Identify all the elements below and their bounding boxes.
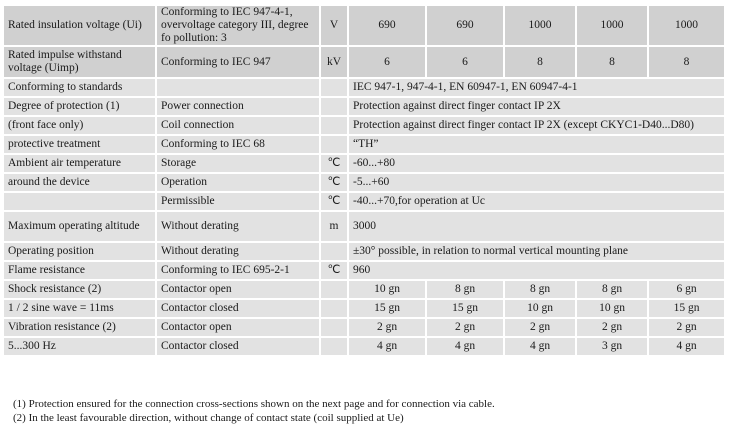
row-unit: ℃	[320, 192, 348, 211]
row-value: 10 gn	[504, 299, 576, 318]
row-value: 4 gn	[348, 337, 426, 356]
row-label: 5...300 Hz	[4, 337, 156, 356]
row-value: 8	[576, 46, 648, 78]
row-unit	[320, 318, 348, 337]
row-value: 4 gn	[648, 337, 724, 356]
row-value-spanning: 960	[348, 261, 724, 280]
row-value: 4 gn	[426, 337, 504, 356]
row-unit	[320, 242, 348, 261]
row-label: Operating position	[4, 242, 156, 261]
row-label: Maximum operating altitude	[4, 211, 156, 242]
row-value-spanning: IEC 947-1, 947-4-1, EN 60947-1, EN 60947-4-1	[348, 78, 724, 97]
row-unit	[320, 337, 348, 356]
row-condition: Without derating	[156, 211, 320, 242]
row-condition: Coil connection	[156, 116, 320, 135]
row-unit	[320, 280, 348, 299]
row-condition: Conforming to IEC 947	[156, 46, 320, 78]
row-condition: Conforming to IEC 695-2-1	[156, 261, 320, 280]
row-value: 2 gn	[504, 318, 576, 337]
row-unit	[320, 299, 348, 318]
row-value: 15 gn	[648, 299, 724, 318]
row-value: 1000	[576, 6, 648, 46]
row-value: 690	[426, 6, 504, 46]
row-value: 2 gn	[576, 318, 648, 337]
row-value: 8 gn	[576, 280, 648, 299]
row-unit	[320, 78, 348, 97]
row-label	[4, 192, 156, 211]
table-row	[4, 154, 724, 173]
row-label: Shock resistance (2)	[4, 280, 156, 299]
row-value: 690	[348, 6, 426, 46]
row-label: 1 / 2 sine wave = 11ms	[4, 299, 156, 318]
footnote-1: (1) Protection ensured for the connection cross-sections shown on the next page and for connection via cable.	[13, 398, 495, 410]
row-value: 10 gn	[576, 299, 648, 318]
row-value-spanning: ±30° possible, in relation to normal vertical mounting plane	[348, 242, 724, 261]
row-condition: Permissible	[156, 192, 320, 211]
row-value-spanning: Protection against direct finger contact IP 2X (except CKYC1-D40...D80)	[348, 116, 724, 135]
row-value: 8 gn	[426, 280, 504, 299]
row-value-spanning: -60...+80	[348, 154, 724, 173]
table-row	[4, 242, 724, 261]
row-condition: Without derating	[156, 242, 320, 261]
row-unit	[320, 97, 348, 116]
table-row	[4, 46, 724, 78]
row-label: Degree of protection (1)	[4, 97, 156, 116]
table-row	[4, 135, 724, 154]
row-value: 2 gn	[348, 318, 426, 337]
row-value: 15 gn	[348, 299, 426, 318]
table-row	[4, 173, 724, 192]
row-value-spanning: -5...+60	[348, 173, 724, 192]
table-row	[4, 261, 724, 280]
row-condition: Operation	[156, 173, 320, 192]
table-row	[4, 78, 724, 97]
row-condition: Contactor closed	[156, 299, 320, 318]
footnotes	[13, 398, 495, 425]
table-row	[4, 97, 724, 116]
footnote-2: (2) In the least favourable direction, without change of contact state (coil supplied at Ue)	[13, 411, 404, 424]
table-row	[4, 6, 724, 46]
row-unit: m	[320, 211, 348, 242]
row-label: Vibration resistance (2)	[4, 318, 156, 337]
row-label: Flame resistance	[4, 261, 156, 280]
row-unit	[320, 135, 348, 154]
table-row	[4, 211, 724, 242]
row-condition: Contactor open	[156, 280, 320, 299]
row-value: 1000	[504, 6, 576, 46]
row-value: 10 gn	[348, 280, 426, 299]
row-value: 8	[648, 46, 724, 78]
row-condition: Power connection	[156, 97, 320, 116]
row-value: 2 gn	[648, 318, 724, 337]
row-value: 1000	[648, 6, 724, 46]
row-value: 4 gn	[504, 337, 576, 356]
row-label: Conforming to standards	[4, 78, 156, 97]
row-value: 6	[426, 46, 504, 78]
row-label: (front face only)	[4, 116, 156, 135]
row-value: 8	[504, 46, 576, 78]
row-unit	[320, 116, 348, 135]
row-unit: ℃	[320, 173, 348, 192]
row-value: 8 gn	[504, 280, 576, 299]
row-unit: ℃	[320, 154, 348, 173]
row-value: 15 gn	[426, 299, 504, 318]
row-unit: V	[320, 6, 348, 46]
row-unit: ℃	[320, 261, 348, 280]
table-row	[4, 337, 724, 356]
row-value-spanning: Protection against direct finger contact IP 2X	[348, 97, 724, 116]
row-condition	[156, 78, 320, 97]
row-condition: Storage	[156, 154, 320, 173]
row-label: Ambient air temperature	[4, 154, 156, 173]
row-label: around the device	[4, 173, 156, 192]
row-value: 3 gn	[576, 337, 648, 356]
row-condition: Contactor closed	[156, 337, 320, 356]
row-value-spanning: -40...+70,for operation at Uc	[348, 192, 724, 211]
row-label: protective treatment	[4, 135, 156, 154]
table-row	[4, 318, 724, 337]
table-row	[4, 192, 724, 211]
row-condition: Conforming to IEC 68	[156, 135, 320, 154]
row-unit: kV	[320, 46, 348, 78]
specifications-table	[4, 6, 724, 357]
row-value: 2 gn	[426, 318, 504, 337]
table-row	[4, 299, 724, 318]
row-label: Rated insulation voltage (Ui)	[4, 6, 156, 46]
row-condition: Contactor open	[156, 318, 320, 337]
table-row	[4, 280, 724, 299]
row-value: 6 gn	[648, 280, 724, 299]
row-label: Rated impulse withstand voltage (Uimp)	[4, 46, 156, 78]
row-value: 6	[348, 46, 426, 78]
table-row	[4, 116, 724, 135]
row-condition: Conforming to IEC 947-4-1, overvoltage category III, degree fo pollution: 3	[156, 6, 320, 46]
row-value-spanning: 3000	[348, 211, 724, 242]
row-value-spanning: “TH”	[348, 135, 724, 154]
